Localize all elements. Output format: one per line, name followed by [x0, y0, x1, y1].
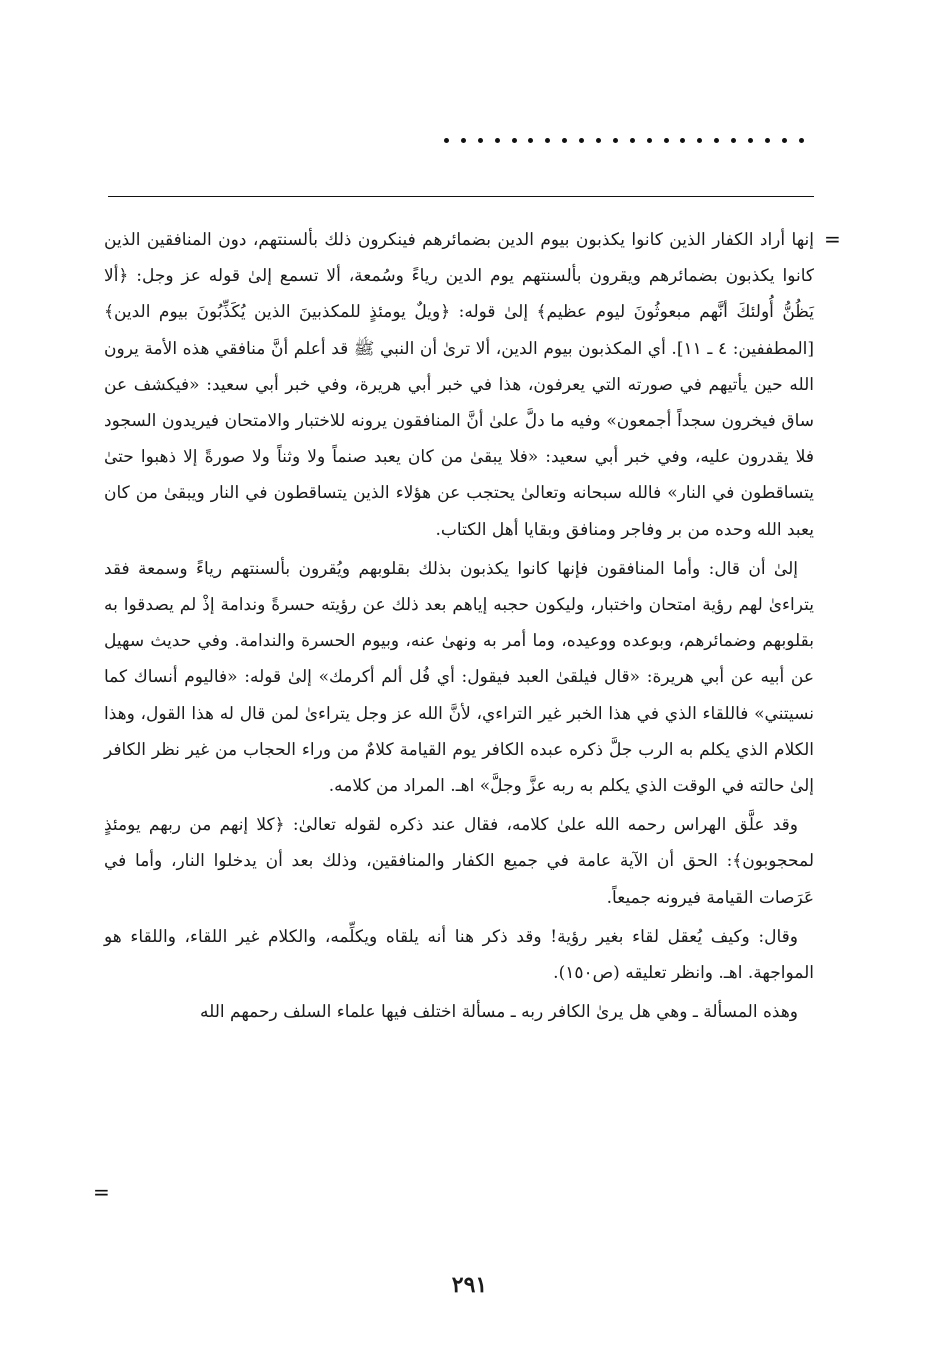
ornament-dot — [528, 138, 533, 143]
page-number: ٢٩١ — [451, 1272, 488, 1298]
ornament-dot — [545, 138, 550, 143]
header-ornament-dots — [444, 138, 804, 152]
continuation-mark-bottom: = — [93, 1180, 110, 1204]
ornament-dot — [444, 138, 449, 143]
paragraph-3: وقد علَّق الهراس رحمه الله علىٰ كلامه، فقال عند ذكره لقوله تعالىٰ: ﴿كلا إنهم من ربهم يومئذٍ لمحجوبون﴾: الحق أن الآية عامة في جميع الكفار والمنافقين، وذلك بعد أن يدخلوا النار، وأما في عَرَصات القيامة فيرونه جميعاً. — [104, 815, 814, 908]
continuation-mark-top: = — [824, 227, 841, 251]
footnote-separator-rule — [108, 196, 814, 197]
ornament-dot — [697, 138, 702, 143]
paragraph-5: وهذه المسألة ـ وهي هل يرىٰ الكافر ربه ـ مسألة اختلف فيها علماء السلف رحمهم الله — [199, 1002, 798, 1023]
ornament-dot — [495, 138, 500, 143]
ornament-dot — [579, 138, 584, 143]
paragraph-4: وقال: وكيف يُعقل لقاء بغير رؤية! وقد ذكر هنا أنه يلقاه ويكلِّمه، والكلام غير اللقاء، واللقاء هو المواجهة. اهـ. وانظر تعليقه (ص١٥٠). — [104, 926, 814, 984]
ornament-dot — [799, 138, 804, 143]
ornament-dot — [461, 138, 466, 143]
paragraph-2: إلىٰ أن قال: وأما المنافقون فإنها كانوا يكذبون بذلك بقلوبهم ويُقرون بألسنتهم رياءً وسمعة فقد يتراءىٰ لهم رؤية امتحان واختبار، وليكون حجبه إياهم بعد ذلك عن رؤيته حسرةً وندامة إذْ لم يصدقوا به بقلوبهم وضمائرهم، وبوعده ووعيده، وما أمر به ونهىٰ عنه، وبيوم الحسرة والندامة. وفي حديث سهيل عن أبيه عن أبي هريرة: «قال فيلقىٰ العبد فيقول: أي فُل ألم أكرمك» إلىٰ قوله: «فاليوم أنساك كما نسيتني» فاللقاء الذي في هذا الخبر غير التراءي، لأنَّ الله عز وجل يتراءىٰ لمن قال له هذا القول، وهذا الكلام الذي يكلم به الرب جلَّ ذكره عبده الكافر يوم القيامة كلامٌ من وراء الحجاب من غير نظر الكافر إلىٰ حالته في الوقت الذي يكلم به ربه عزَّ وجلَّ» اهـ. المراد من كلامه. — [104, 558, 814, 797]
ornament-dot — [714, 138, 719, 143]
footnote-text-block — [104, 222, 814, 1033]
ornament-dot — [613, 138, 618, 143]
ornament-dot — [630, 138, 635, 143]
ornament-dot — [512, 138, 517, 143]
ornament-dot — [647, 138, 652, 143]
ornament-dot — [680, 138, 685, 143]
ornament-dot — [596, 138, 601, 143]
ornament-dot — [765, 138, 770, 143]
ornament-dot — [478, 138, 483, 143]
ornament-dot — [731, 138, 736, 143]
ornament-dot — [664, 138, 669, 143]
ornament-dot — [782, 138, 787, 143]
paragraph-1: إنها أراد الكفار الذين كانوا يكذبون بيوم الدين بضمائرهم فينكرون ذلك بألسنتهم، دون المنافقين الذين كانوا يكذبون بضمائرهم ويقرون بألسنتهم يوم الدين رياءً وسُمعة، ألا تسمع إلىٰ قوله عز وجل: ﴿ألا يَظُنُّ أُولئكَ أنَّهم مبعوثُونَ ليوم عظيم﴾ إلىٰ قوله: ﴿ويلٌ يومئذٍ للمكذبينَ الذين يُكَذِّبُونَ بيوم الدين﴾ [المطففين: ٤ ـ ١١]. أي المكذبون بيوم الدين، ألا ترىٰ أن النبي ﷺ قد أعلم أنَّ منافقي هذه الأمة يرون الله حين يأتيهم في صورته التي يعرفون، هذا في خبر أبي هريرة، وفي خبر أبي سعيد: «فيكشف عن ساق فيخرون سجداً أجمعون» وفيه ما دلَّ علىٰ أنَّ المنافقون يرونه للاختبار والامتحان فيريدون السجود فلا يقدرون عليه، وفي خبر أبي سعيد: «فلا يبقىٰ من كان يعبد صنماً ولا وثناً ولا صورةً إلا ذهبوا حتىٰ يتساقطون في النار» فالله سبحانه وتعالىٰ يحتجب عن هؤلاء الذين يتساقطون في النار ويبقىٰ من كان يعبد الله وحده من بر وفاجر ومنافق وبقايا أهل الكتاب. — [104, 230, 815, 540]
ornament-dot — [748, 138, 753, 143]
ornament-dot — [562, 138, 567, 143]
